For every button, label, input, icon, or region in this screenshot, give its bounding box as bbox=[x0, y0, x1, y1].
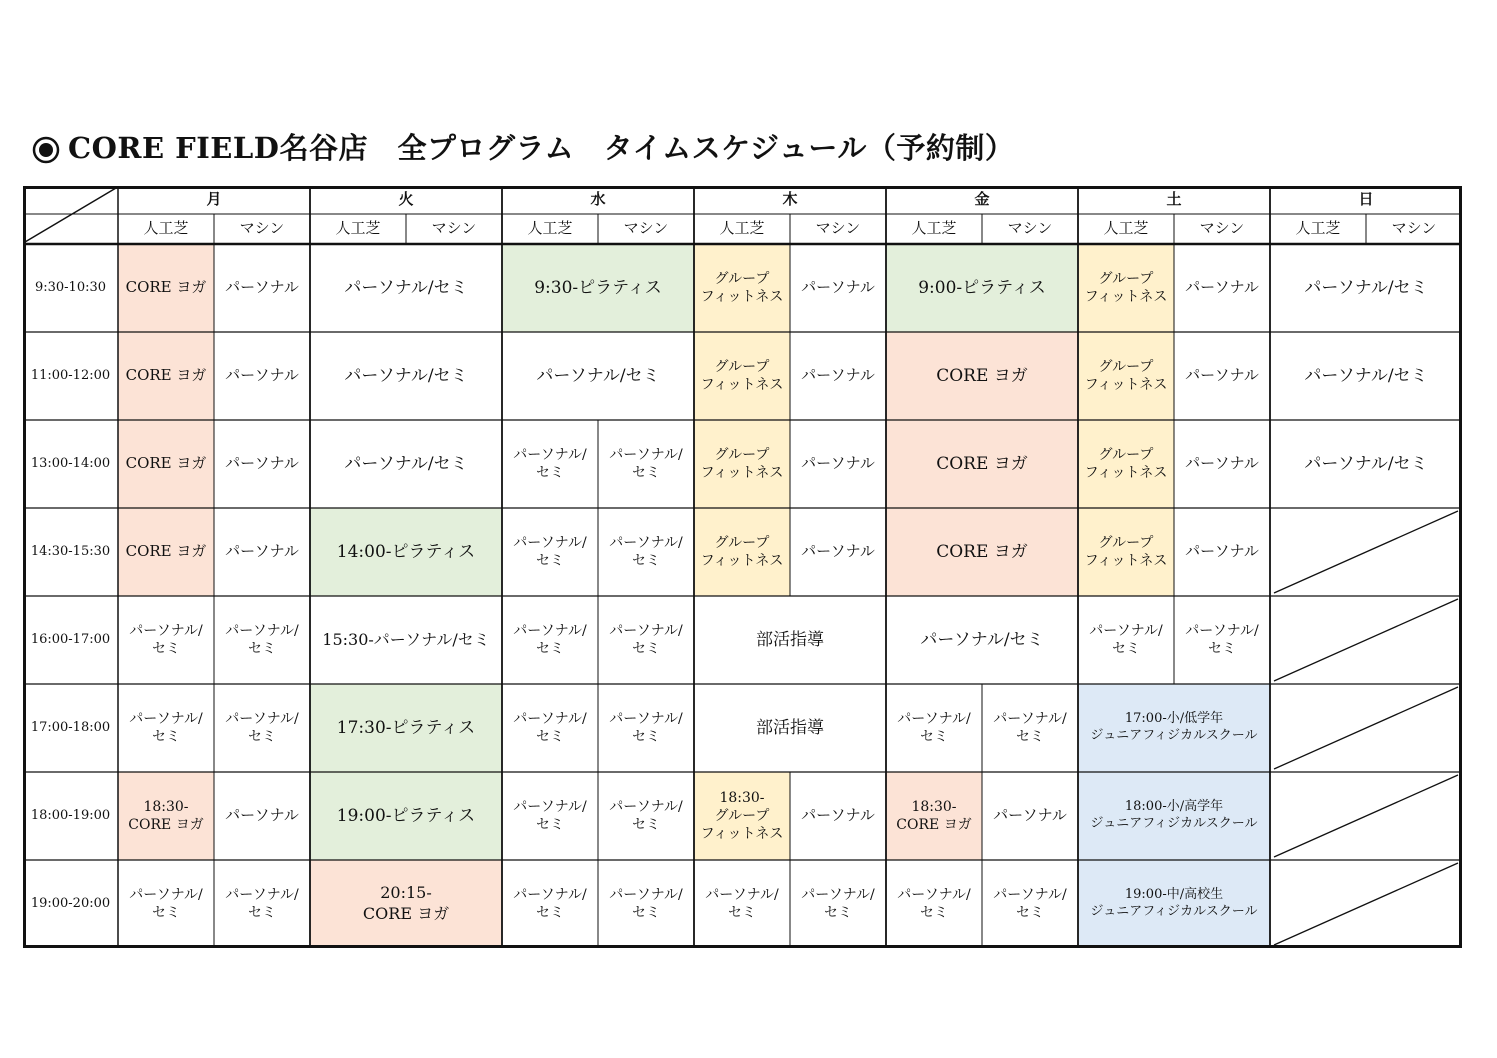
time-slot-cell: 9:30-10:30 bbox=[23, 244, 118, 332]
program-cell: パーソナル bbox=[790, 332, 886, 420]
program-cell: パーソナル bbox=[214, 772, 310, 860]
program-cell: パーソナル/ セミ bbox=[1078, 596, 1174, 684]
program-cell: パーソナル/ セミ bbox=[982, 860, 1078, 948]
program-cell: 14:00-ピラティス bbox=[310, 508, 502, 596]
empty-slot-cell bbox=[1270, 684, 1462, 772]
program-cell: 部活指導 bbox=[694, 596, 886, 684]
program-cell: 18:30- CORE ヨガ bbox=[118, 772, 214, 860]
program-cell: パーソナル bbox=[214, 244, 310, 332]
sub-header: マシン bbox=[598, 214, 694, 244]
empty-slot-cell bbox=[1270, 860, 1462, 948]
program-cell: CORE ヨガ bbox=[886, 332, 1078, 420]
program-cell: CORE ヨガ bbox=[118, 244, 214, 332]
day-header: 水 bbox=[502, 186, 694, 214]
program-cell: パーソナル/ セミ bbox=[1174, 596, 1270, 684]
program-cell: 9:30-ピラティス bbox=[502, 244, 694, 332]
empty-slot-cell bbox=[1270, 772, 1462, 860]
program-cell: 17:30-ピラティス bbox=[310, 684, 502, 772]
program-cell: パーソナル/セミ bbox=[886, 596, 1078, 684]
program-cell: 18:00-小/高学年 ジュニアフィジカルスクール bbox=[1078, 772, 1270, 860]
program-cell: グループ フィットネス bbox=[1078, 508, 1174, 596]
program-cell: パーソナル bbox=[1174, 508, 1270, 596]
program-cell: グループ フィットネス bbox=[1078, 332, 1174, 420]
page-title-text: CORE FIELD名谷店 全プログラム タイムスケジュール（予約制） bbox=[68, 131, 1015, 165]
program-cell: パーソナル/ セミ bbox=[502, 860, 598, 948]
program-cell: パーソナル bbox=[790, 420, 886, 508]
time-slot-cell: 13:00-14:00 bbox=[23, 420, 118, 508]
program-cell: 18:30- CORE ヨガ bbox=[886, 772, 982, 860]
program-cell: グループ フィットネス bbox=[694, 420, 790, 508]
sub-header: 人工芝 bbox=[1078, 214, 1174, 244]
day-header: 土 bbox=[1078, 186, 1270, 214]
program-cell: パーソナル/ セミ bbox=[694, 860, 790, 948]
header-corner-cell bbox=[23, 186, 118, 244]
sub-header: マシン bbox=[1366, 214, 1462, 244]
empty-slot-cell bbox=[1270, 508, 1462, 596]
program-cell: グループ フィットネス bbox=[694, 244, 790, 332]
program-cell: グループ フィットネス bbox=[1078, 420, 1174, 508]
day-header: 日 bbox=[1270, 186, 1462, 214]
program-cell: 部活指導 bbox=[694, 684, 886, 772]
sub-header: 人工芝 bbox=[1270, 214, 1366, 244]
schedule-table bbox=[23, 186, 1462, 948]
time-slot-cell: 17:00-18:00 bbox=[23, 684, 118, 772]
program-cell: パーソナル/セミ bbox=[502, 332, 694, 420]
program-cell: パーソナル/ セミ bbox=[598, 508, 694, 596]
program-cell: パーソナル/ セミ bbox=[886, 860, 982, 948]
program-cell: パーソナル/ セミ bbox=[214, 860, 310, 948]
program-cell: パーソナル/ セミ bbox=[214, 684, 310, 772]
program-cell: パーソナル/ セミ bbox=[502, 596, 598, 684]
program-cell: パーソナル/ セミ bbox=[598, 596, 694, 684]
sub-header: 人工芝 bbox=[694, 214, 790, 244]
program-cell: グループ フィットネス bbox=[1078, 244, 1174, 332]
program-cell: 19:00-中/高校生 ジュニアフィジカルスクール bbox=[1078, 860, 1270, 948]
sub-header: マシン bbox=[214, 214, 310, 244]
sub-header: マシン bbox=[1174, 214, 1270, 244]
program-cell: パーソナル bbox=[1174, 244, 1270, 332]
program-cell: パーソナル/ セミ bbox=[118, 860, 214, 948]
program-cell: 15:30-パーソナル/セミ bbox=[310, 596, 502, 684]
program-cell: CORE ヨガ bbox=[118, 508, 214, 596]
sub-header: 人工芝 bbox=[310, 214, 406, 244]
program-cell: パーソナル/ セミ bbox=[598, 420, 694, 508]
program-cell: 18:30- グループ フィットネス bbox=[694, 772, 790, 860]
sub-header: 人工芝 bbox=[118, 214, 214, 244]
program-cell: 19:00-ピラティス bbox=[310, 772, 502, 860]
program-cell: グループ フィットネス bbox=[694, 332, 790, 420]
program-cell: パーソナル/ セミ bbox=[598, 772, 694, 860]
program-cell: パーソナル/セミ bbox=[310, 244, 502, 332]
program-cell: パーソナル bbox=[790, 508, 886, 596]
page-title bbox=[32, 128, 1014, 168]
program-cell: パーソナル/ セミ bbox=[502, 772, 598, 860]
sub-header: 人工芝 bbox=[886, 214, 982, 244]
sub-header: マシン bbox=[982, 214, 1078, 244]
program-cell: パーソナル/セミ bbox=[1270, 332, 1462, 420]
program-cell: CORE ヨガ bbox=[118, 420, 214, 508]
program-cell: パーソナル/ セミ bbox=[214, 596, 310, 684]
day-header: 火 bbox=[310, 186, 502, 214]
program-cell: 17:00-小/低学年 ジュニアフィジカルスクール bbox=[1078, 684, 1270, 772]
time-slot-cell: 18:00-19:00 bbox=[23, 772, 118, 860]
program-cell: パーソナル bbox=[214, 420, 310, 508]
program-cell: CORE ヨガ bbox=[118, 332, 214, 420]
program-cell: パーソナル/セミ bbox=[1270, 420, 1462, 508]
program-cell: CORE ヨガ bbox=[886, 420, 1078, 508]
program-cell: パーソナル bbox=[1174, 420, 1270, 508]
program-cell: 9:00-ピラティス bbox=[886, 244, 1078, 332]
program-cell: 20:15- CORE ヨガ bbox=[310, 860, 502, 948]
program-cell: パーソナル/ セミ bbox=[502, 684, 598, 772]
day-header: 月 bbox=[118, 186, 310, 214]
program-cell: パーソナル/セミ bbox=[310, 332, 502, 420]
program-cell: パーソナル/ セミ bbox=[502, 508, 598, 596]
program-cell: パーソナル bbox=[790, 772, 886, 860]
bullet-circle-icon bbox=[32, 136, 60, 164]
program-cell: パーソナル/セミ bbox=[1270, 244, 1462, 332]
sub-header: 人工芝 bbox=[502, 214, 598, 244]
time-slot-cell: 19:00-20:00 bbox=[23, 860, 118, 948]
day-header: 木 bbox=[694, 186, 886, 214]
time-slot-cell: 11:00-12:00 bbox=[23, 332, 118, 420]
program-cell: パーソナル/セミ bbox=[310, 420, 502, 508]
sub-header: マシン bbox=[406, 214, 502, 244]
program-cell: パーソナル/ セミ bbox=[790, 860, 886, 948]
program-cell: パーソナル/ セミ bbox=[118, 596, 214, 684]
time-slot-cell: 16:00-17:00 bbox=[23, 596, 118, 684]
program-cell: パーソナル/ セミ bbox=[982, 684, 1078, 772]
program-cell: CORE ヨガ bbox=[886, 508, 1078, 596]
program-cell: グループ フィットネス bbox=[694, 508, 790, 596]
empty-slot-cell bbox=[1270, 596, 1462, 684]
program-cell: パーソナル/ セミ bbox=[118, 684, 214, 772]
program-cell: パーソナル bbox=[214, 332, 310, 420]
program-cell: パーソナル/ セミ bbox=[886, 684, 982, 772]
time-slot-cell: 14:30-15:30 bbox=[23, 508, 118, 596]
program-cell: パーソナル/ セミ bbox=[598, 684, 694, 772]
program-cell: パーソナル bbox=[790, 244, 886, 332]
program-cell: パーソナル bbox=[982, 772, 1078, 860]
program-cell: パーソナル/ セミ bbox=[598, 860, 694, 948]
day-header: 金 bbox=[886, 186, 1078, 214]
program-cell: パーソナル bbox=[214, 508, 310, 596]
sub-header: マシン bbox=[790, 214, 886, 244]
program-cell: パーソナル bbox=[1174, 332, 1270, 420]
program-cell: パーソナル/ セミ bbox=[502, 420, 598, 508]
